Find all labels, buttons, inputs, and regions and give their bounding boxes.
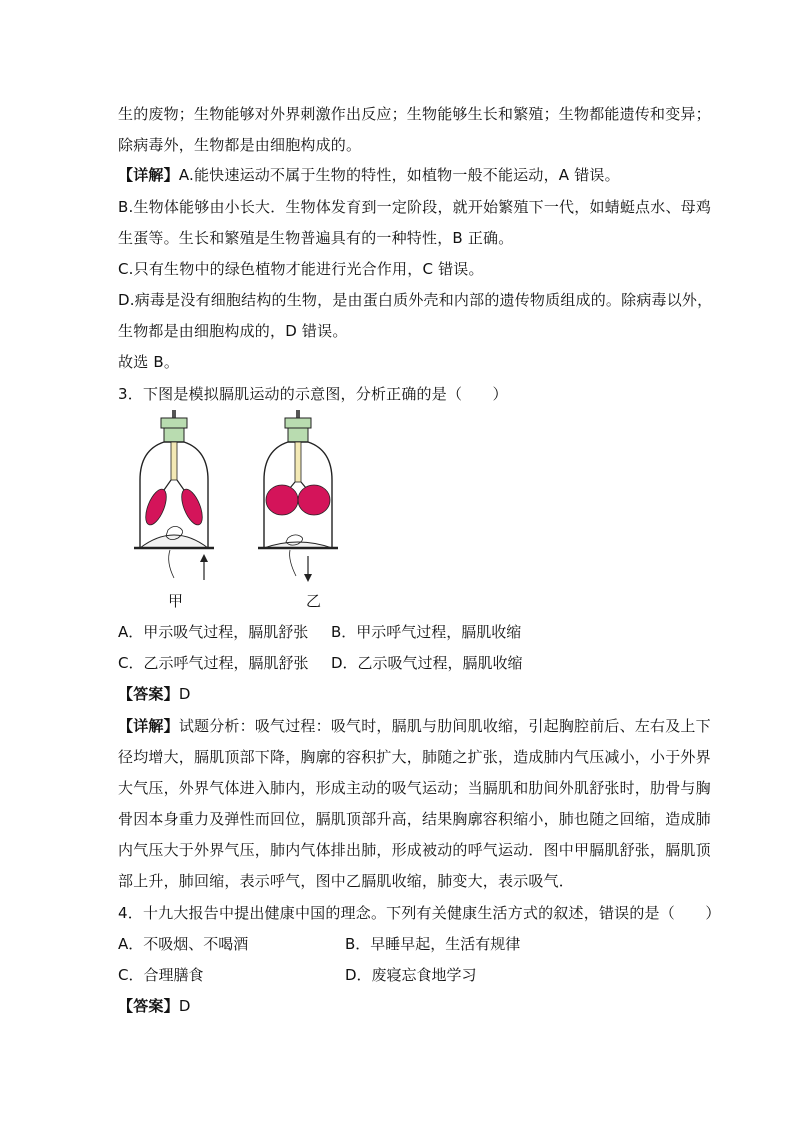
detail-line: 大气压，外界气体进入肺内，形成主动的吸气运动；当膈肌和肋间外肌舒张时，肋骨与胸 bbox=[118, 779, 711, 797]
answer-value: D bbox=[178, 685, 191, 703]
detail-line: 部上升，肺回缩，表示呼气，图中乙膈肌收缩，肺变大，表示吸气． bbox=[118, 872, 575, 890]
hand-icon bbox=[290, 550, 296, 576]
option-a: A．不吸烟、不喝酒 bbox=[118, 935, 249, 953]
detail-tag: 【详解】 bbox=[118, 166, 179, 184]
detail-text: 试题分析：吸气过程：吸气时，膈肌与肋间肌收缩，引起胸腔前后、左右及上下 bbox=[178, 717, 711, 735]
detail-tag: 【详解】 bbox=[118, 717, 179, 735]
option-c: C．合理膳食 bbox=[118, 966, 204, 984]
diaphragm-rubber bbox=[140, 535, 208, 548]
diaphragm-model-figure bbox=[128, 410, 368, 610]
trachea bbox=[295, 442, 301, 482]
text-line: C.只有生物中的绿色植物才能进行光合作用，C 错误。 bbox=[118, 260, 484, 278]
answer-line bbox=[118, 684, 191, 704]
trachea bbox=[171, 442, 177, 480]
lung-left bbox=[141, 486, 170, 527]
bronchus-right bbox=[177, 480, 184, 490]
option-b: B．甲示呼气过程，膈肌收缩 bbox=[331, 623, 522, 641]
bell-jar-diagram bbox=[128, 410, 368, 610]
figure-label-yi: 乙 bbox=[306, 592, 322, 610]
arrow-up-icon bbox=[200, 554, 208, 562]
text-line: 生的废物；生物能够对外界刺激作出反应；生物能够生长和繁殖；生物都能遗传和变异； bbox=[118, 105, 711, 123]
arrow-down-icon bbox=[304, 574, 312, 582]
option-d: D．乙示吸气过程，膈肌收缩 bbox=[331, 654, 523, 672]
lung-right bbox=[177, 486, 206, 527]
text-line bbox=[118, 165, 620, 185]
figure-label-jia: 甲 bbox=[168, 592, 184, 610]
jar-jia bbox=[134, 410, 214, 580]
text-line: 故选 B。 bbox=[118, 353, 180, 371]
answer-tag: 【答案】 bbox=[118, 685, 179, 703]
stopper-body bbox=[164, 428, 184, 442]
stopper-body bbox=[288, 428, 308, 442]
bronchus-left bbox=[164, 480, 171, 490]
tube-top bbox=[296, 410, 300, 418]
text-line: 除病毒外，生物都是由细胞构成的。 bbox=[118, 136, 362, 154]
detail-line: 内气压大于外界气压，肺内气体排出肺，形成被动的呼气运动．图中甲膈肌舒张，膈肌顶 bbox=[118, 841, 711, 859]
detail-line bbox=[118, 716, 711, 736]
detail-line: 径均增大，膈肌顶部下降，胸廓的容积扩大，肺随之扩张，造成肺内气压减小，小于外界 bbox=[118, 748, 711, 766]
text-line: B.生物体能够由小长大．生物体发育到一定阶段，就开始繁殖下一代，如蜻蜓点水、母鸡 bbox=[118, 198, 712, 216]
text-line: 生物都是由细胞构成的，D 错误。 bbox=[118, 322, 348, 340]
stopper-cap bbox=[285, 418, 311, 428]
option-a: A．甲示吸气过程，膈肌舒张 bbox=[118, 623, 309, 641]
answer-value: D bbox=[178, 997, 191, 1015]
stopper-cap bbox=[161, 418, 187, 428]
question-stem: 3．下图是模拟膈肌运动的示意图，分析正确的是（ ） bbox=[118, 385, 508, 403]
detail-text: A.能快速运动不属于生物的特性，如植物一般不能运动，A 错误。 bbox=[178, 166, 620, 184]
option-d: D．废寝忘食地学习 bbox=[345, 966, 477, 984]
lung-right bbox=[298, 485, 330, 515]
answer-line bbox=[118, 996, 191, 1016]
option-c: C．乙示呼气过程，膈肌舒张 bbox=[118, 654, 309, 672]
text-line: D.病毒是没有细胞结构的生物，是由蛋白质外壳和内部的遗传物质组成的。除病毒以外， bbox=[118, 291, 713, 309]
answer-tag: 【答案】 bbox=[118, 997, 179, 1015]
hand-icon bbox=[169, 550, 174, 578]
option-b: B．早睡早起，生活有规律 bbox=[345, 935, 521, 953]
question-stem: 4．十九大报告中提出健康中国的理念。下列有关健康生活方式的叙述，错误的是（ ） bbox=[118, 904, 721, 922]
tube-top bbox=[172, 410, 176, 418]
jar-yi bbox=[258, 410, 338, 582]
text-line: 生蛋等。生长和繁殖是生物普遍具有的一种特性，B 正确。 bbox=[118, 229, 514, 247]
lung-left bbox=[266, 485, 298, 515]
detail-line: 骨因本身重力及弹性而回位，膈肌顶部升高，结果胸廓容积缩小，肺也随之回缩，造成肺 bbox=[118, 810, 711, 828]
